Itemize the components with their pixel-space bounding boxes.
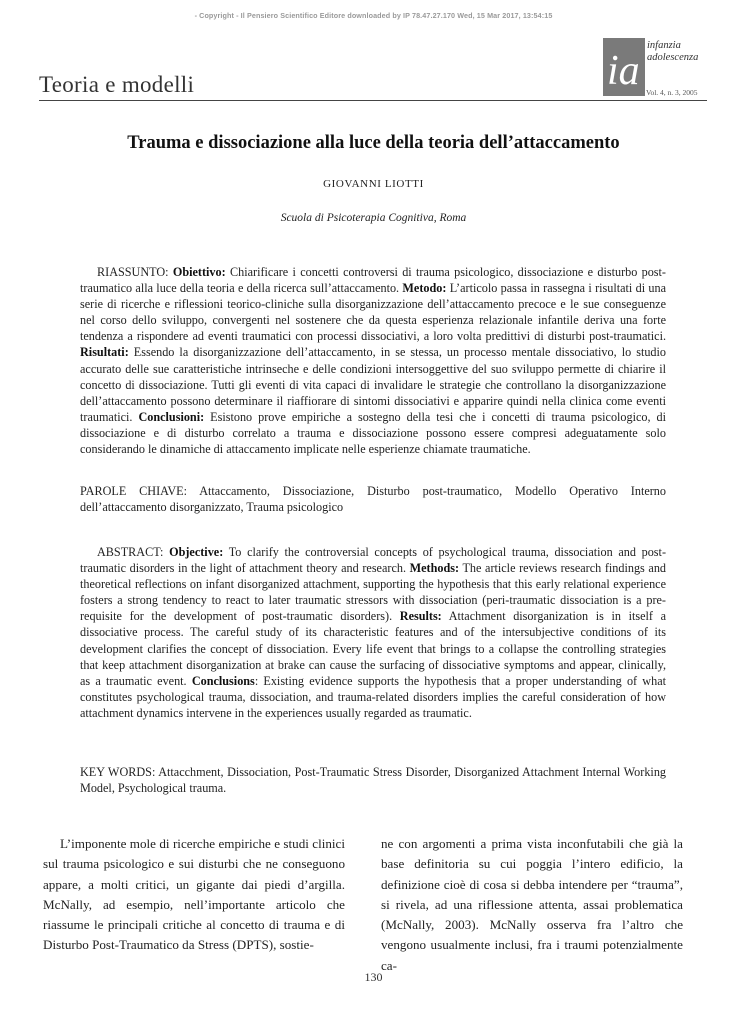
objective-label: Objective: bbox=[169, 545, 224, 559]
results-label: Results: bbox=[399, 609, 442, 624]
journal-logo bbox=[603, 38, 645, 96]
parole-chiave-section bbox=[80, 483, 666, 515]
results-text: Attachment disorganization is in itself a dissociative process. The careful study of its characteristic features and of the intersubjective conditions of its development clarifies the concept of dissociation. Every life event that brings to a collapse the controlling strategies that keep attachment disorganization at brake can cause the surfacing of dissociative symptoms and appear, clinically, as a traumatic event. bbox=[80, 609, 667, 688]
body-column-left bbox=[43, 834, 345, 956]
key-words-label: KEY WORDS: bbox=[80, 765, 156, 779]
abstract-section bbox=[80, 544, 666, 721]
author-name: GIOVANNI LIOTTI bbox=[323, 178, 424, 190]
parole-chiave-label: PAROLE CHIAVE: bbox=[80, 484, 188, 498]
riassunto-label: RIASSUNTO: bbox=[97, 265, 169, 279]
conclusioni-text: Esistono prove empiriche a sostegno della tesi che i concetti di trauma psicologico, di dissociazione e di disturbo correlato a trauma e dissociazione possono essere compresi adeguatamente solo considerando le dinamiche di attaccamento implicate nelle esperienze chiamate traumatiche. bbox=[80, 409, 667, 457]
header-divider bbox=[39, 100, 707, 101]
journal-logo-text: ia bbox=[607, 48, 640, 94]
parole-chiave-text: Attaccamento, Dissociazione, Disturbo post-traumatico, Modello Operativo Interno dell’attaccamento disorganizzato, Trauma psicologico bbox=[80, 484, 666, 515]
conclusions-text: : Existing evidence supports the hypothesis that a proper understanding of what constitutes psychological trauma, dissociation, and trauma-related disorders implies the careful consideration of how attachment dynamics intervene in the experiences usually regarded as traumatic. bbox=[80, 673, 666, 720]
page-number: 130 bbox=[364, 970, 383, 984]
metodo-text: L’articolo passa in rassegna i risultati di una serie di ricerche e riflessioni teorico-cliniche sulla disorganizzazione dell’attaccamento precoce e le sue conseguenze nel corso dello sviluppo, convergenti nel sostenere che da questa esperienza relazionale infantile deriva una forte tendenza a rispondere ad eventi traumatici con processi dissociativi, a loro volta predittivi di disturbi post-traumatici. bbox=[80, 281, 667, 344]
copyright-notice: - Copyright - Il Pensiero Scientifico Editore downloaded by IP 78.47.27.170 Wed, 15 Mar 2017, 13:54:15 bbox=[194, 11, 553, 20]
conclusioni-label: Conclusioni: bbox=[138, 409, 205, 424]
article-title: Trauma e dissociazione alla luce della teoria dell’attaccamento bbox=[127, 133, 620, 153]
journal-name-line2: adolescenza bbox=[647, 52, 699, 63]
body-column-right: ne con argomenti a prima vista inconfutabili che già la base definitoria su cui poggia l’intero edificio, la definizione cioè di cosa si debba intendere per “trauma”, si rivela, ad una riflessione attenta, assai problematica (McNally, 2003). McNally osserva fra l’altro che vengono usualmente inclusi, fra i traumi potenzialmente ca- bbox=[381, 836, 683, 973]
abstract-label: ABSTRACT: bbox=[97, 545, 164, 559]
section-title: Teoria e modelli bbox=[39, 72, 195, 97]
metodo-label: Metodo: bbox=[402, 281, 447, 296]
objective-text: To clarify the controversial concepts of psychological trauma, dissociation and post-traumatic disorders in the light of attachment theory and research. bbox=[80, 545, 666, 576]
journal-name-line1: infanzia bbox=[647, 40, 681, 51]
key-words-text: Attacchment, Dissociation, Post-Traumatic Stress Disorder, Disorganized Attachment Internal Working Model, Psychological trauma. bbox=[80, 765, 667, 796]
obiettivo-label: Obiettivo: bbox=[172, 265, 226, 279]
obiettivo-text: Chiarificare i concetti controversi di trauma psicologico, dissociazione e disturbo post-traumatico alla luce della teoria e della ricerca sull’attaccamento. bbox=[80, 265, 666, 296]
key-words-section bbox=[80, 764, 666, 796]
body-text-left: L’imponente mole di ricerche empiriche e studi clinici sul trauma psicologico e sui disturbi che ne conseguono appare, a molti critici, un gigante dai piedi d’argilla. McNally, ad esempio, nell’importante articolo che riassume le principali critiche al concetto di trauma e di Disturbo Post-Traumatico da Stress (DPTS), sostie- bbox=[43, 836, 345, 953]
risultati-text: Essendo la disorganizzazione dell’attaccamento, in se stessa, un processo mentale dissociativo, lo studio accurato delle sue caratteristiche intrinseche e delle condizioni intersoggettive del suo sviluppo permette di chiarire il concetto di dissociazione. Tutti gli eventi di vita capaci di invalidare le strategie che controllano la disorganizzazione dell’attaccamento possono determinare il riaffiorare di sintomi dissociativi e apparire quindi nella clinica come eventi traumatici. bbox=[80, 345, 667, 424]
conclusions-label: Conclusions bbox=[191, 673, 255, 688]
methods-label: Methods: bbox=[409, 561, 460, 576]
methods-text: The article reviews research findings and theoretical reflections on infant disorganized attachment, supporting the hypothesis that this early relational experience fosters a strong tendency to react to later traumatic stressors with dissociation (peri-traumatic dissociation is a pre-requisite for the development of post-traumatic disorders). bbox=[80, 561, 667, 624]
riassunto-section bbox=[80, 264, 666, 457]
journal-name bbox=[647, 40, 698, 64]
risultati-label: Risultati: bbox=[80, 345, 129, 360]
volume-info: Vol. 4, n. 3, 2005 bbox=[646, 88, 698, 97]
author-affiliation: Scuola di Psicoterapia Cognitiva, Roma bbox=[280, 212, 467, 224]
